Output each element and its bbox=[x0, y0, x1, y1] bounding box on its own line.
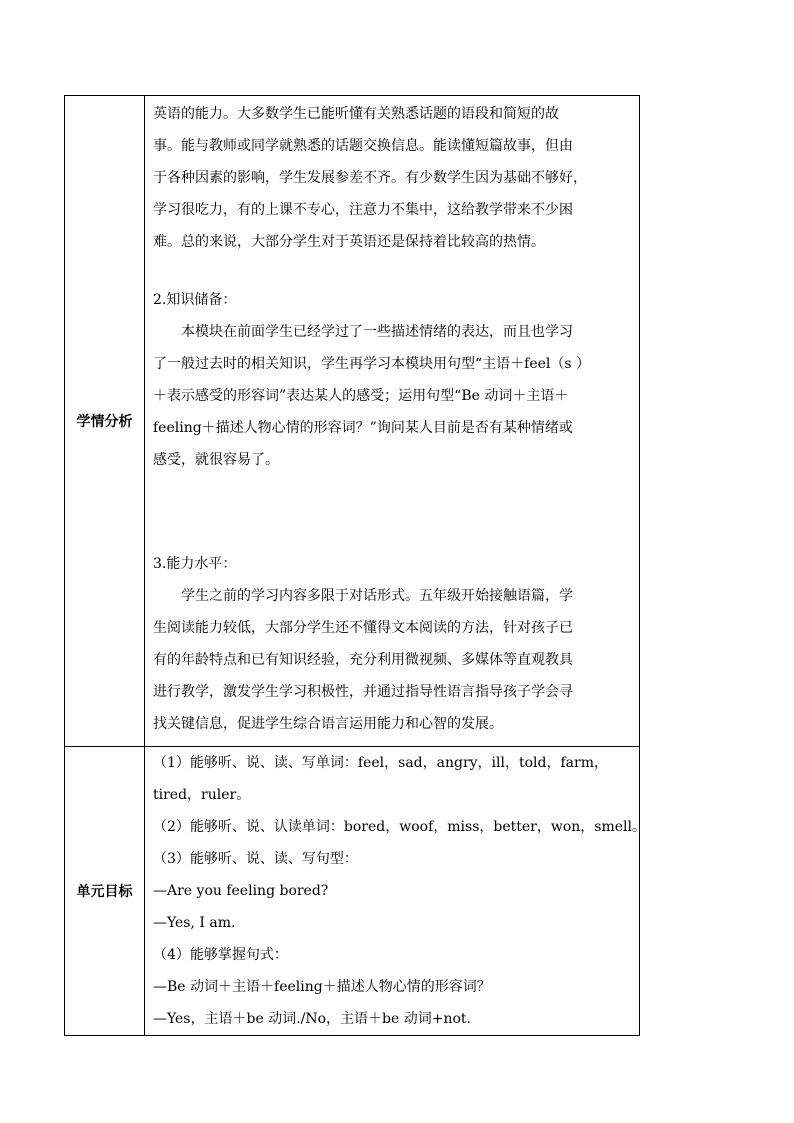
text-line: 找关键信息，促进学生综合语言运用能力和心智的发展。 bbox=[153, 716, 503, 732]
unit-goals-content bbox=[145, 747, 646, 1036]
text-line: 生阅读能力较低，大部分学生还不懂得文本阅读的方法，针对孩子已 bbox=[153, 620, 573, 636]
text-line: （4）能够掌握句式： bbox=[153, 947, 288, 963]
text-line: tired，ruler。 bbox=[153, 787, 251, 803]
paragraph-english-ability bbox=[153, 98, 631, 258]
lesson-plan-table bbox=[64, 95, 646, 1036]
learner-analysis-content bbox=[145, 96, 640, 747]
paragraph-ability bbox=[153, 580, 631, 740]
paragraph-knowledge bbox=[153, 316, 631, 476]
text-line: —Yes，主语＋be 动词./No，主语＋be 动词+not. bbox=[153, 1011, 471, 1027]
text-line: —Yes, I am. bbox=[153, 915, 236, 931]
text-line: 学习很吃力，有的上课不专心，注意力不集中，这给教学带来不少困 bbox=[153, 202, 573, 218]
table-row-learner-analysis bbox=[65, 96, 640, 747]
text-line: —Be 动词＋主语＋feeling＋描述人物心情的形容词？ bbox=[153, 979, 491, 995]
text-line: —Are you feeling bored? bbox=[153, 883, 329, 899]
row-label-unit-goals: 单元目标 bbox=[65, 747, 145, 1036]
text-line: 有的年龄特点和已有知识经验，充分利用微视频、多媒体等直观教具 bbox=[153, 652, 573, 668]
text-line: ＋表示感受的形容词”表达某人的感受；运用句型“Be 动词＋主语＋ bbox=[153, 388, 569, 404]
text-line: 感受，就很容易了。 bbox=[153, 452, 279, 468]
text-line: 难。总的来说，大部分学生对于英语还是保持着比较高的热情。 bbox=[153, 234, 545, 250]
text-line: 学生之前的学习内容多限于对话形式。五年级开始接触语篇，学 bbox=[181, 588, 573, 604]
section-heading-knowledge: 2.知识储备： bbox=[153, 292, 237, 308]
text-line: 进行教学，激发学生学习积极性，并通过指导性语言指导孩子学会寻 bbox=[153, 684, 573, 700]
text-line: 本模块在前面学生已经学过了一些描述情绪的表达，而且也学习 bbox=[181, 324, 573, 340]
text-line: （1）能够听、说、读、写单词：feel，sad，angry，ill，told，farm， bbox=[153, 755, 608, 771]
text-line: （2）能够听、说、认读单词：bored，woof，miss，better，won，smell。 bbox=[153, 819, 646, 835]
text-line: 了一般过去时的相关知识，学生再学习本模块用句型“主语＋feel（s ） bbox=[153, 356, 591, 372]
text-line: （3）能够听、说、读、写句型： bbox=[153, 851, 358, 867]
text-line: 事。能与教师或同学就熟悉的话题交换信息。能读懂短篇故事，但由 bbox=[153, 138, 573, 154]
section-heading-ability: 3.能力水平： bbox=[153, 556, 237, 572]
text-line: 于各种因素的影响，学生发展参差不齐。有少数学生因为基础不够好， bbox=[153, 170, 587, 186]
row-label-learner-analysis: 学情分析 bbox=[65, 96, 145, 747]
table-row-unit-goals bbox=[65, 747, 640, 1036]
text-line: feeling＋描述人物心情的形容词？”询问某人目前是否有某种情绪或 bbox=[153, 420, 573, 436]
text-line: 英语的能力。大多数学生已能听懂有关熟悉话题的语段和简短的故 bbox=[153, 106, 559, 122]
